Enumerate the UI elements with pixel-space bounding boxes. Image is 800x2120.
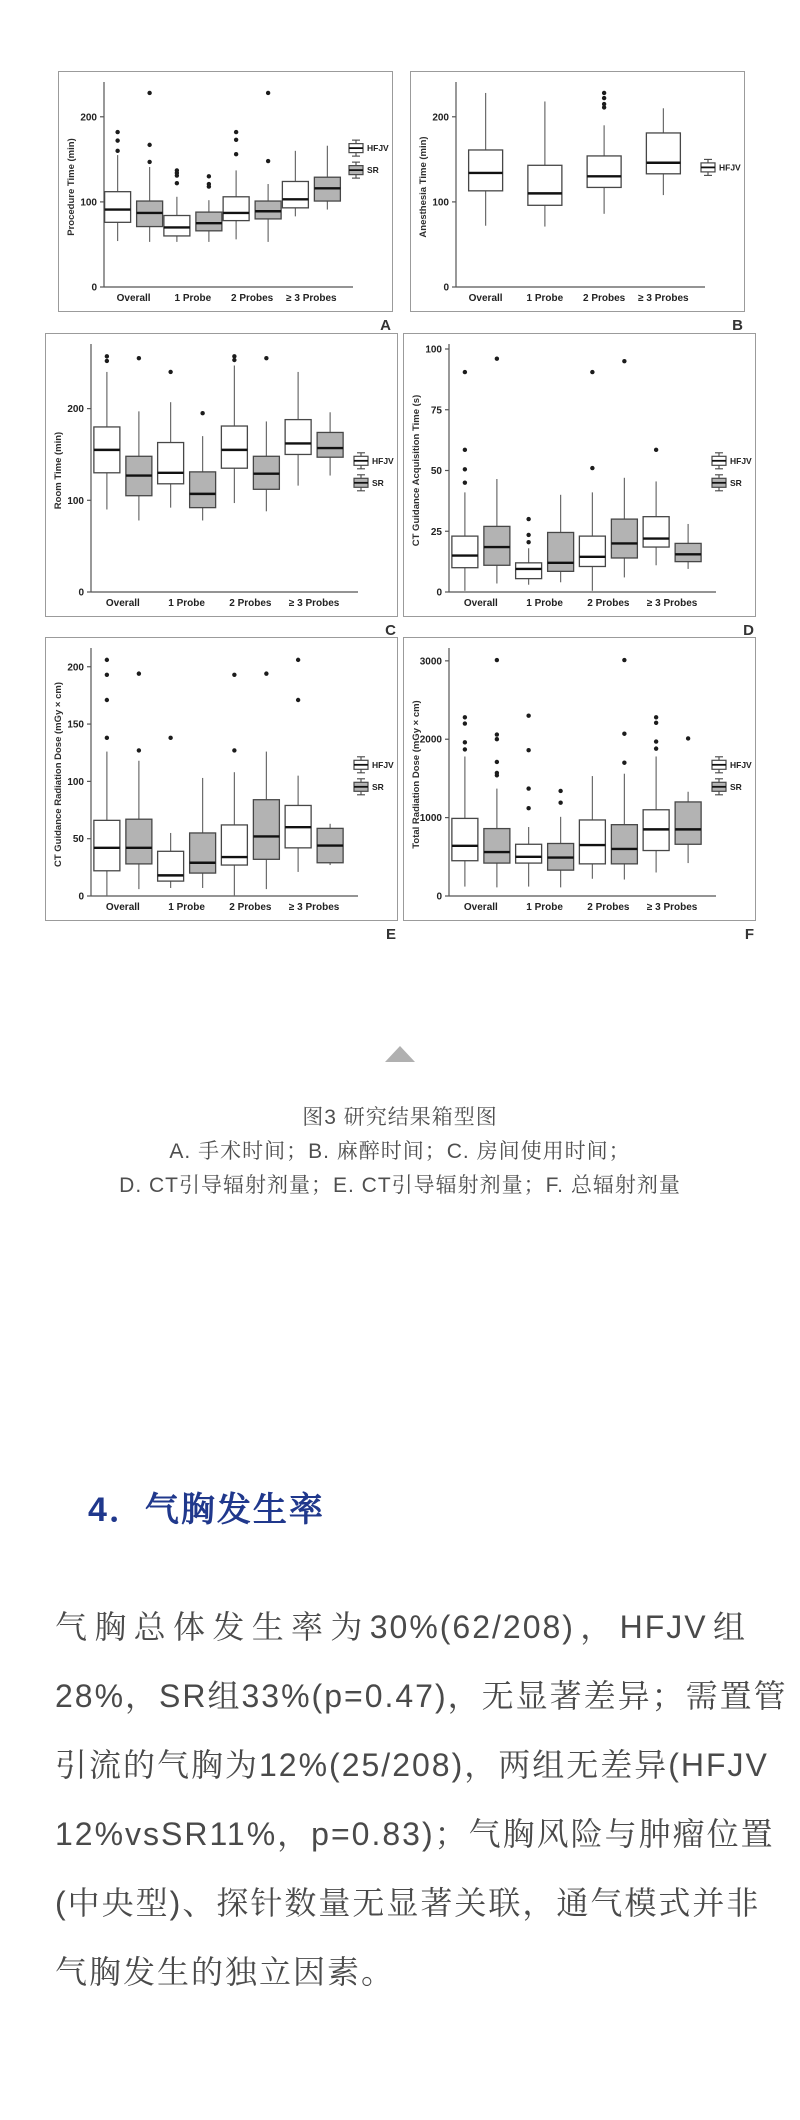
boxplot-svg [410, 71, 745, 312]
legend-item-hfjv [354, 757, 394, 773]
svg-text:≥ 3 Probes: ≥ 3 Probes [288, 598, 340, 609]
legend-item-sr [712, 475, 742, 491]
box-sr-3 [317, 824, 343, 865]
box-hfjv-3 [643, 715, 669, 872]
boxplot-chart-b [410, 71, 745, 317]
box-sr-0 [126, 356, 152, 521]
section-heading: 4．气胸发生率 [88, 1491, 325, 1529]
svg-text:Overall: Overall [463, 902, 498, 913]
svg-text:2 Probes: 2 Probes [231, 293, 274, 304]
panel-a [58, 71, 393, 334]
boxplot-svg [58, 71, 393, 312]
svg-text:1 Probe: 1 Probe [526, 293, 564, 304]
svg-text:≥ 3 Probes: ≥ 3 Probes [286, 293, 337, 304]
svg-text:0: 0 [436, 587, 442, 599]
svg-text:200: 200 [67, 404, 84, 416]
box-sr-0 [484, 658, 510, 888]
boxplot-chart-c [45, 333, 398, 622]
box-sr-3 [317, 412, 343, 475]
svg-text:3000: 3000 [419, 656, 442, 668]
svg-text:Overall: Overall [116, 293, 151, 304]
svg-text:0: 0 [78, 587, 84, 599]
svg-text:SR: SR [730, 781, 742, 792]
box-sr-2 [253, 356, 279, 511]
svg-text:1 Probe: 1 Probe [168, 598, 205, 609]
box-hfjv-1 [528, 101, 562, 226]
svg-text:SR: SR [372, 781, 384, 792]
box-sr-0 [137, 91, 163, 242]
boxplot-svg [45, 637, 398, 921]
svg-text:50: 50 [72, 834, 84, 846]
svg-text:Procedure Time (min): Procedure Time (min) [66, 138, 77, 236]
paragraph-line: 12%vsSR11%，p=0.83)；气胸风险与肿瘤位置 [55, 1816, 775, 1852]
svg-text:HFJV: HFJV [367, 143, 389, 154]
box-hfjv-2 [221, 673, 247, 896]
box-sr-0 [126, 671, 152, 889]
box-hfjv-2 [587, 91, 621, 214]
svg-text:≥ 3 Probes: ≥ 3 Probes [646, 902, 698, 913]
box-sr-1 [190, 411, 216, 520]
legend-item-sr [349, 162, 379, 178]
legend-item-sr [354, 475, 384, 491]
box-sr-3 [314, 146, 340, 210]
svg-text:Overall: Overall [468, 293, 503, 304]
svg-text:1000: 1000 [419, 813, 442, 825]
svg-text:Overall: Overall [105, 598, 140, 609]
svg-text:2 Probes: 2 Probes [583, 293, 626, 304]
svg-text:1 Probe: 1 Probe [526, 902, 563, 913]
legend-item-hfjv [349, 140, 389, 156]
collapse-arrow-icon[interactable] [385, 1046, 415, 1062]
svg-text:HFJV: HFJV [730, 759, 752, 770]
box-sr-1 [548, 789, 574, 888]
svg-text:50: 50 [430, 466, 442, 477]
boxplot-chart-e [45, 637, 398, 926]
box-hfjv-0 [105, 130, 131, 241]
box-sr-3 [675, 736, 701, 863]
svg-text:100: 100 [67, 776, 84, 788]
svg-text:Total Radiation Dose (mGy × cm: Total Radiation Dose (mGy × cm) [411, 700, 422, 849]
box-hfjv-2 [579, 776, 605, 879]
box-hfjv-3 [643, 448, 669, 566]
svg-text:100: 100 [67, 495, 84, 507]
panel-label-b: B [732, 317, 743, 334]
box-sr-1 [190, 778, 216, 888]
box-sr-1 [196, 174, 222, 242]
svg-text:200: 200 [80, 112, 97, 124]
box-hfjv-0 [94, 658, 120, 896]
panel-label-d: D [743, 622, 754, 639]
figure-caption-line2: A. 手术时间；B. 麻醉时间；C. 房间使用时间； [169, 1140, 631, 1163]
svg-text:0: 0 [443, 282, 449, 294]
box-hfjv-3 [285, 658, 311, 872]
svg-text:1 Probe: 1 Probe [526, 598, 563, 609]
paragraph-line: (中央型)、探针数量无显著关联，通气模式并非 [55, 1885, 761, 1921]
box-hfjv-3 [646, 108, 680, 195]
panel-b [410, 71, 745, 334]
svg-text:0: 0 [91, 282, 97, 294]
paragraph-line: 引流的气胸为12%(25/208)，两组无差异(HFJV [55, 1747, 769, 1783]
boxplot-chart-a [58, 71, 393, 317]
svg-text:75: 75 [430, 405, 442, 417]
box-sr-3 [675, 524, 701, 569]
svg-text:≥ 3 Probes: ≥ 3 Probes [638, 293, 689, 304]
box-sr-2 [253, 671, 279, 889]
svg-text:100: 100 [80, 197, 97, 209]
body-paragraph [55, 1593, 788, 2007]
panel-label-a: A [380, 317, 391, 334]
figure-3-boxplots [0, 0, 800, 960]
svg-text:200: 200 [67, 662, 84, 674]
panel-e [45, 637, 398, 943]
svg-text:0: 0 [78, 891, 84, 903]
box-hfjv-1 [164, 168, 190, 242]
panel-f [403, 637, 756, 943]
svg-text:Room Time (min): Room Time (min) [53, 431, 64, 510]
svg-text:2 Probes: 2 Probes [587, 902, 630, 913]
box-hfjv-0 [94, 354, 120, 509]
box-sr-2 [611, 359, 637, 577]
paragraph-line: 气胸发生的独立因素。 [55, 1954, 396, 1990]
box-sr-2 [255, 91, 281, 242]
svg-text:150: 150 [67, 719, 84, 731]
box-hfjv-1 [516, 517, 542, 585]
legend-item-hfjv [354, 453, 394, 469]
legend-item-hfjv [712, 757, 752, 773]
svg-text:100: 100 [425, 344, 442, 356]
svg-text:SR: SR [730, 477, 742, 488]
box-hfjv-2 [223, 130, 249, 239]
svg-text:Overall: Overall [105, 902, 140, 913]
boxplot-chart-d [403, 333, 756, 622]
svg-text:SR: SR [372, 477, 384, 488]
box-hfjv-2 [221, 354, 247, 503]
svg-text:Anesthesia Time (min): Anesthesia Time (min) [418, 136, 429, 238]
svg-text:25: 25 [430, 526, 442, 538]
svg-text:HFJV: HFJV [372, 455, 394, 466]
legend-item-hfjv [701, 159, 741, 175]
svg-text:1 Probe: 1 Probe [174, 293, 212, 304]
box-hfjv-3 [282, 151, 308, 217]
box-hfjv-2 [579, 370, 605, 591]
svg-text:CT Guidance Acquisition Time (: CT Guidance Acquisition Time (s) [411, 394, 422, 547]
svg-text:HFJV: HFJV [719, 162, 741, 173]
svg-text:2 Probes: 2 Probes [587, 598, 630, 609]
box-hfjv-0 [452, 370, 478, 591]
box-sr-0 [484, 357, 510, 584]
svg-text:2 Probes: 2 Probes [229, 598, 272, 609]
box-sr-2 [611, 658, 637, 880]
paragraph-line: 28%，SR组33%(p=0.47)，无显著差异；需置管 [55, 1678, 788, 1714]
legend-item-sr [712, 779, 742, 795]
figure-caption [0, 1101, 800, 1203]
svg-text:HFJV: HFJV [730, 455, 752, 466]
box-hfjv-3 [285, 372, 311, 486]
svg-text:0: 0 [436, 891, 442, 903]
panel-label-e: E [385, 926, 396, 943]
box-hfjv-0 [452, 715, 478, 887]
panel-label-c: C [385, 622, 396, 639]
svg-text:≥ 3 Probes: ≥ 3 Probes [646, 598, 698, 609]
boxplot-chart-f [403, 637, 756, 926]
svg-text:200: 200 [432, 112, 449, 124]
boxplot-svg [403, 637, 756, 921]
svg-text:SR: SR [367, 165, 379, 176]
boxplot-svg [45, 333, 398, 617]
boxplot-svg [403, 333, 756, 617]
box-hfjv-1 [158, 736, 184, 888]
svg-text:HFJV: HFJV [372, 759, 394, 770]
svg-text:2 Probes: 2 Probes [229, 902, 272, 913]
box-hfjv-1 [158, 370, 184, 508]
svg-text:Overall: Overall [463, 598, 498, 609]
figure-caption-line3: D. CT引导辐射剂量；E. CT引导辐射剂量；F. 总辐射剂量 [119, 1174, 681, 1197]
box-hfjv-1 [516, 714, 542, 887]
svg-text:2000: 2000 [419, 734, 442, 746]
paragraph-line: 气胸总体发生率为30%(62/208)，HFJV组 [55, 1609, 747, 1645]
box-hfjv-0 [469, 93, 503, 226]
legend-item-hfjv [712, 453, 752, 469]
legend-item-sr [354, 779, 384, 795]
figure-caption-title: 图3 研究结果箱型图 [302, 1106, 498, 1129]
box-sr-1 [548, 495, 574, 582]
panel-label-f: F [744, 926, 754, 943]
svg-text:CT Guidance Radiation Dose (mG: CT Guidance Radiation Dose (mGy × cm) [53, 681, 64, 868]
svg-text:≥ 3 Probes: ≥ 3 Probes [288, 902, 340, 913]
panel-c [45, 333, 398, 639]
svg-text:100: 100 [432, 197, 449, 209]
panel-d [403, 333, 756, 639]
svg-text:1 Probe: 1 Probe [168, 902, 205, 913]
